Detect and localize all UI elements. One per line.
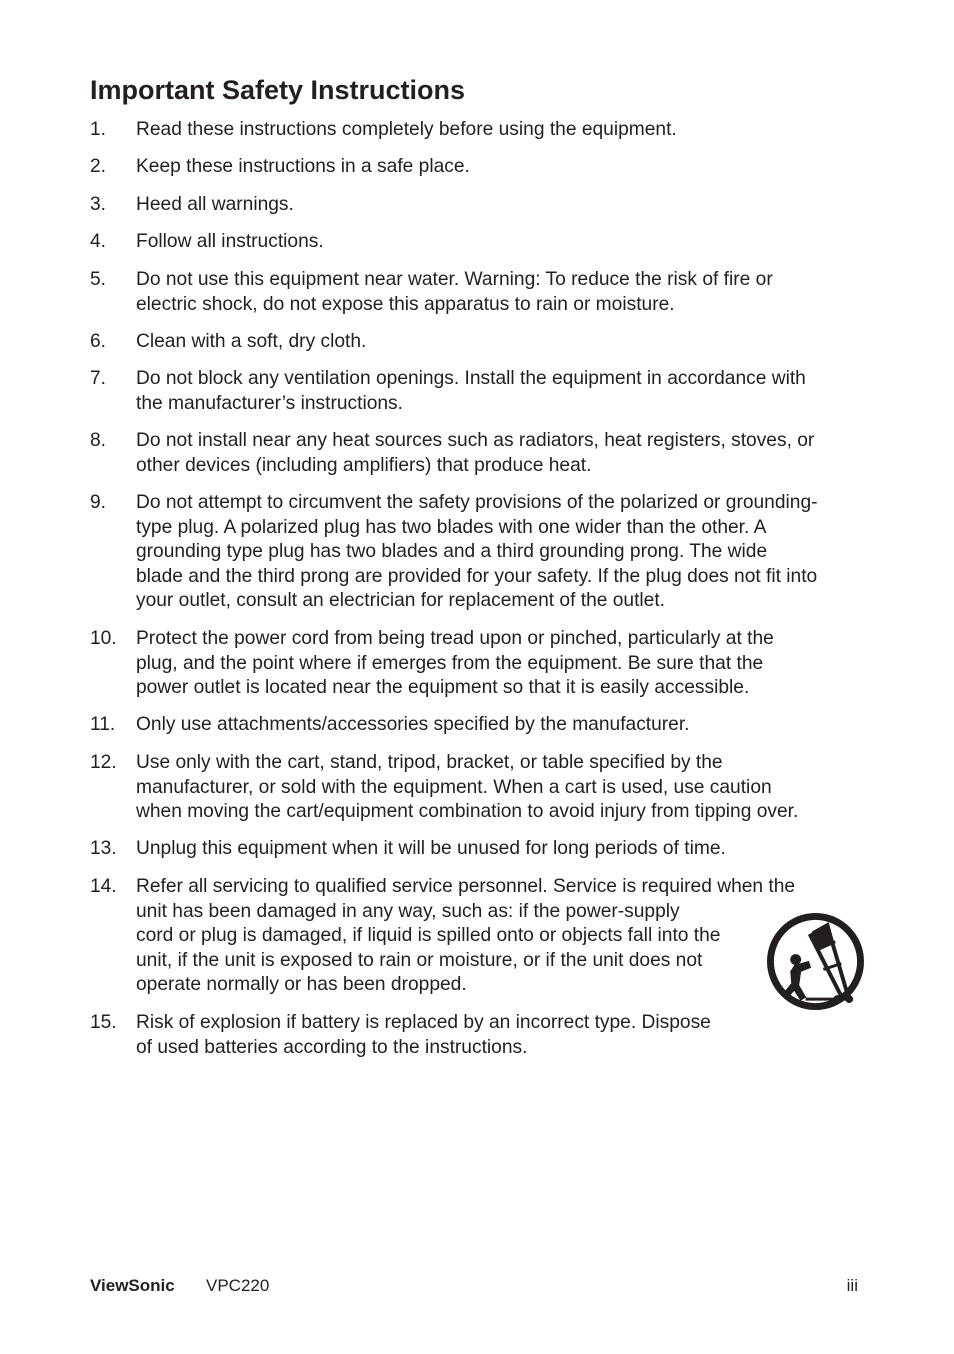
item-number: 1. xyxy=(90,119,107,140)
list-item xyxy=(90,429,880,478)
item-text: Heed all warnings. xyxy=(136,194,294,215)
item-text: Do not use this equipment near water. Warning: To reduce the risk of fire or electric shock, do not expose this apparatus to rain or moisture. xyxy=(136,269,773,315)
item-number: 14. xyxy=(90,876,117,897)
item-text: Risk of explosion if battery is replaced by an incorrect type. Dispose of used batteries according to the instructions. xyxy=(136,1012,711,1058)
item-number: 15. xyxy=(90,1012,117,1033)
list-item xyxy=(90,193,880,218)
cart-tip-over-warning-icon xyxy=(766,912,865,1011)
list-item xyxy=(90,230,880,255)
list-item xyxy=(90,837,880,862)
footer-brand: ViewSonic xyxy=(90,1276,175,1295)
item-number: 11. xyxy=(90,714,116,735)
item-text: Read these instructions completely before using the equipment. xyxy=(136,119,677,140)
item-number: 2. xyxy=(90,156,107,177)
list-item xyxy=(90,330,880,355)
list-item xyxy=(90,268,880,317)
footer-model: VPC220 xyxy=(206,1276,270,1295)
item-number: 6. xyxy=(90,331,107,352)
item-text: Protect the power cord from being tread upon or pinched, particularly at the plug, and the point where if emerges from the equipment. Be sure that the power outlet is located near the equipment so that it is easily accessible. xyxy=(136,628,774,699)
list-item xyxy=(90,751,880,825)
item-number: 13. xyxy=(90,838,117,859)
item-text: Do not attempt to circumvent the safety provisions of the polarized or grounding- type plug. A polarized plug has two blades with one wider than the other. A grounding type plug has two blades and a third grounding prong. The wide blade and the third prong are provided for your safety. If the plug does not fit into your outlet, consult an electrician for replacement of the outlet. xyxy=(136,492,818,612)
item-text: Do not block any ventilation openings. Install the equipment in accordance with the manufacturer’s instructions. xyxy=(136,368,806,414)
page-number: iii xyxy=(846,1276,858,1295)
list-item xyxy=(90,155,880,180)
item-text: Only use attachments/accessories specified by the manufacturer. xyxy=(136,714,690,735)
list-item xyxy=(90,118,880,143)
item-text: Refer all servicing to qualified service personnel. Service is required when the unit has been damaged in any way, such as: if the power-supply cord or plug is damaged, if liquid is spilled onto or objects fall into the unit, if the unit is exposed to rain or moisture, or if the unit does not operate normally or has been dropped. xyxy=(136,876,796,996)
item-number: 10. xyxy=(90,628,117,649)
list-item xyxy=(90,627,880,701)
item-number: 3. xyxy=(90,194,107,215)
item-text: Use only with the cart, stand, tripod, bracket, or table specified by the manufacturer, or sold with the equipment. When a cart is used, use caution when moving the cart/equipment combination to avoid injury from tipping over. xyxy=(136,752,799,823)
list-item xyxy=(90,713,880,738)
list-item xyxy=(90,875,880,998)
list-item xyxy=(90,367,880,416)
item-text: Do not install near any heat sources such as radiators, heat registers, stoves, or other devices (including amplifiers) that produce heat. xyxy=(136,430,815,476)
item-text: Unplug this equipment when it will be unused for long periods of time. xyxy=(136,838,726,859)
list-item xyxy=(90,1011,880,1060)
item-text: Follow all instructions. xyxy=(136,231,324,252)
item-number: 4. xyxy=(90,231,107,252)
item-number: 8. xyxy=(90,430,107,451)
item-text: Clean with a soft, dry cloth. xyxy=(136,331,367,352)
item-number: 5. xyxy=(90,269,107,290)
item-number: 9. xyxy=(90,492,107,513)
list-item xyxy=(90,491,880,614)
item-text: Keep these instructions in a safe place. xyxy=(136,156,470,177)
page-title: Important Safety Instructions xyxy=(90,75,466,105)
item-number: 7. xyxy=(90,368,107,389)
item-number: 12. xyxy=(90,752,117,773)
